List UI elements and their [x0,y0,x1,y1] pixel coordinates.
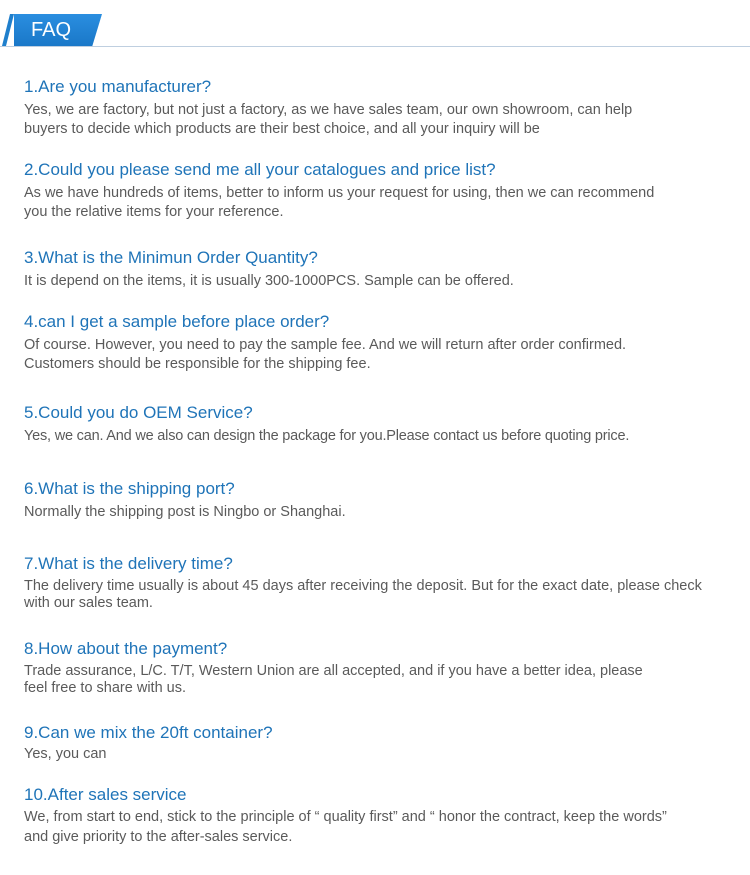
faq-answer: Yes, we can. And we also can design the package for you.Please contact us before quoting price. [24,428,630,444]
faq-item-8 [24,639,736,697]
faq-answer: Normally the shipping post is Ningbo or Shanghai. [24,504,346,520]
faq-item-10 [24,785,736,847]
faq-item-2 [24,160,736,222]
faq-answer: Trade assurance, L/C. T/T, Western Union are all accepted, and if you have a better idea, please feel free to share with us. [24,663,643,696]
faq-question: 3.What is the Minimun Order Quantity? [24,248,318,267]
faq-question: 1.Are you manufacturer? [24,77,212,96]
faq-question: 2.Could you please send me all your catalogues and price list? [24,160,496,179]
faq-item-6 [24,479,736,522]
page-title: FAQ [30,19,71,41]
header-divider [0,46,750,47]
faq-item-9 [24,723,736,764]
faq-item-3 [24,248,736,291]
faq-answer: Yes, you can [24,746,107,762]
faq-answer: We, from start to end, stick to the principle of “ quality first” and “ honor the contract, keep the words” and give priority to the after-sales service. [24,809,667,845]
faq-item-1 [24,77,736,139]
faq-answer: It is depend on the items, it is usually 300-1000PCS. Sample can be offered. [24,273,514,289]
faq-question: 6.What is the shipping port? [24,479,235,498]
faq-item-7 [24,554,736,612]
faq-question: 9.Can we mix the 20ft container? [24,723,273,742]
faq-question: 4.can I get a sample before place order? [24,312,330,331]
faq-answer: The delivery time usually is about 45 days after receiving the deposit. But for the exact date, please check with our sales team. [24,578,702,611]
faq-answer: Yes, we are factory, but not just a factory, as we have sales team, our own showroom, can help buyers to decide which products are their best choice, and all your inquiry will be [24,102,633,137]
header-accent-stripe [2,14,14,46]
faq-item-4 [24,312,736,374]
faq-question: 10.After sales service [24,785,187,804]
faq-question: 7.What is the delivery time? [24,554,233,573]
faq-answer: Of course. However, you need to pay the sample fee. And we will return after order confirmed. Customers should be responsible for the shipping fee. [24,337,627,372]
faq-answer: As we have hundreds of items, better to inform us your request for using, then we can recommend you the relative items for your reference. [24,185,655,220]
faq-header [0,0,750,60]
faq-question: 5.Could you do OEM Service? [24,403,253,422]
faq-question: 8.How about the payment? [24,639,228,658]
faq-item-5 [24,403,736,446]
